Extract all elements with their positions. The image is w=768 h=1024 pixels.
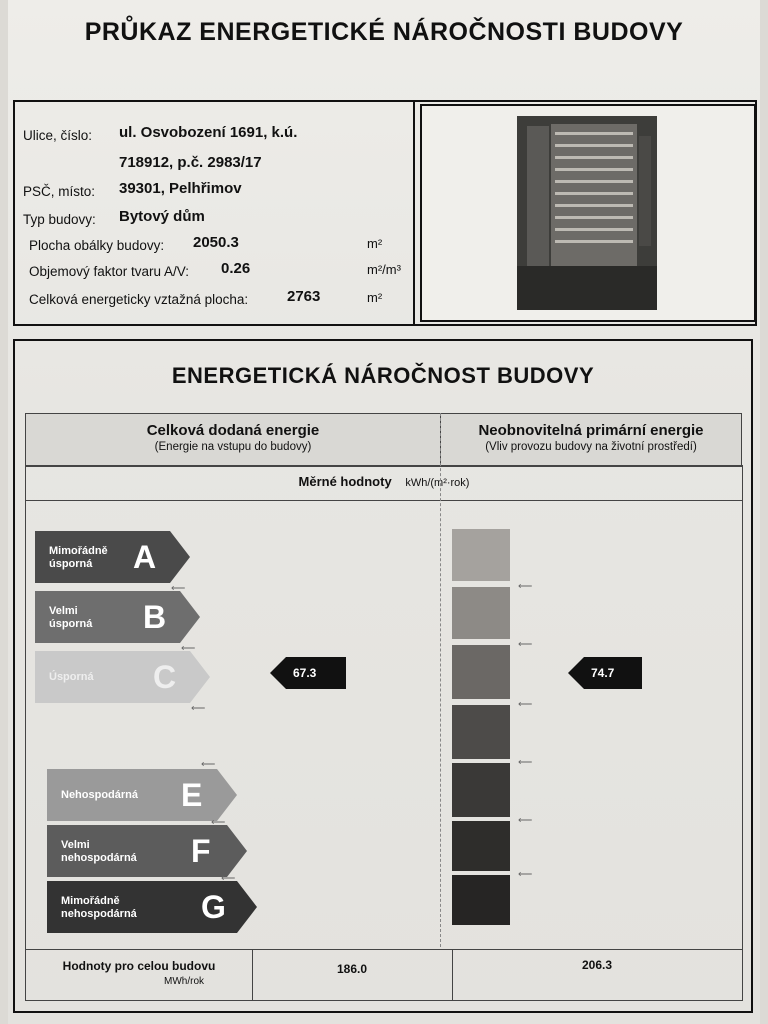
scale-tick: ⟵ bbox=[191, 703, 206, 714]
floor-value: 2763 bbox=[287, 288, 321, 305]
specific-values-row bbox=[25, 465, 743, 501]
class-f-name-1: Velmi bbox=[61, 839, 90, 851]
volume-label: Objemový faktor tvaru A/V: bbox=[29, 264, 190, 279]
street-value-line2: 718912, p.č. 2983/17 bbox=[119, 154, 262, 171]
primary-bar-e bbox=[452, 763, 510, 817]
scale-tick: ⟵ bbox=[181, 643, 196, 654]
col-delivered-title: Celková dodaná energie bbox=[146, 422, 320, 439]
primary-bar-g bbox=[452, 875, 510, 925]
whole-building-label-cell bbox=[26, 950, 253, 1000]
delivered-total-cell bbox=[252, 950, 453, 1000]
building-details bbox=[15, 102, 415, 324]
delivered-energy-value: 67.3 bbox=[293, 666, 317, 680]
class-b-name-2: úsporná bbox=[49, 618, 93, 630]
psc-value: 39301, Pelhřimov bbox=[119, 180, 242, 197]
specific-values-unit: kWh/(m²·rok) bbox=[405, 477, 470, 489]
class-c-letter: C bbox=[153, 659, 177, 695]
class-b-letter: B bbox=[143, 599, 167, 635]
class-c bbox=[41, 653, 211, 705]
class-b bbox=[41, 593, 201, 645]
column-divider bbox=[440, 413, 441, 947]
scale-tick: ⟵ bbox=[518, 639, 533, 650]
class-e-letter: E bbox=[181, 777, 203, 813]
scale-tick: ⟵ bbox=[518, 581, 533, 592]
scale-tick: ⟵ bbox=[518, 757, 533, 768]
specific-values-label: Měrné hodnoty bbox=[298, 474, 392, 489]
building-photo-frame bbox=[420, 104, 756, 322]
col-primary-subtitle: (Vliv provozu budovy na životní prostředí) bbox=[485, 441, 697, 453]
col-delivered-subtitle: (Energie na vstupu do budovy) bbox=[154, 441, 312, 453]
class-g bbox=[53, 883, 263, 935]
class-g-letter: G bbox=[201, 889, 226, 925]
document-title: PRŮKAZ ENERGETICKÉ NÁROČNOSTI BUDOVY bbox=[84, 18, 684, 46]
floor-unit: m² bbox=[367, 290, 383, 305]
class-g-name-2: nehospodárná bbox=[61, 908, 137, 920]
primary-bar-d bbox=[452, 705, 510, 759]
class-e bbox=[53, 771, 243, 823]
whole-building-label: Hodnoty pro celou budovu bbox=[62, 959, 216, 973]
type-label: Typ budovy: bbox=[23, 212, 96, 227]
scale-tick: ⟵ bbox=[221, 873, 236, 884]
energy-rating-box bbox=[13, 339, 753, 1013]
building-info-box bbox=[13, 100, 757, 326]
whole-building-row bbox=[25, 949, 743, 1001]
primary-total: 206.3 bbox=[581, 958, 613, 972]
class-a bbox=[41, 533, 191, 585]
class-a-name-2: úsporná bbox=[49, 558, 93, 570]
primary-bar-f bbox=[452, 821, 510, 871]
section-title: ENERGETICKÁ NÁROČNOST BUDOVY bbox=[171, 363, 595, 388]
scale-tick: ⟵ bbox=[518, 815, 533, 826]
volume-unit: m²/m³ bbox=[367, 262, 401, 277]
volume-value: 0.26 bbox=[221, 260, 251, 277]
class-f-letter: F bbox=[191, 833, 211, 869]
scale-tick: ⟵ bbox=[211, 817, 226, 828]
delivered-total: 186.0 bbox=[336, 962, 368, 976]
class-a-letter: A bbox=[133, 539, 157, 575]
col-delivered-header bbox=[25, 413, 441, 467]
primary-energy-value: 74.7 bbox=[591, 666, 615, 680]
primary-total-cell bbox=[452, 950, 742, 1000]
class-f-name-2: nehospodárná bbox=[61, 852, 137, 864]
building-photo bbox=[517, 116, 657, 310]
class-f bbox=[53, 827, 253, 879]
class-c-name: Úsporná bbox=[49, 671, 94, 683]
primary-bar-a bbox=[452, 529, 510, 581]
primary-bar-b bbox=[452, 587, 510, 639]
scale-tick: ⟵ bbox=[518, 699, 533, 710]
scale-tick: ⟵ bbox=[171, 583, 186, 594]
col-primary-header bbox=[440, 413, 742, 467]
scale-tick: ⟵ bbox=[518, 869, 533, 880]
area-label: Plocha obálky budovy: bbox=[29, 238, 165, 253]
class-a-name-1: Mimořádně bbox=[49, 545, 108, 557]
psc-label: PSČ, místo: bbox=[23, 184, 96, 199]
type-value: Bytový dům bbox=[119, 208, 205, 225]
floor-label: Celková energeticky vztažná plocha: bbox=[29, 292, 249, 307]
street-label: Ulice, číslo: bbox=[23, 128, 93, 143]
area-unit: m² bbox=[367, 236, 383, 251]
area-value: 2050.3 bbox=[193, 234, 239, 251]
scale-tick: ⟵ bbox=[201, 759, 216, 770]
primary-bar-c bbox=[452, 645, 510, 699]
class-b-name-1: Velmi bbox=[49, 605, 78, 617]
street-value-line1: ul. Osvobození 1691, k.ú. bbox=[119, 124, 298, 141]
whole-building-unit: MWh/rok bbox=[164, 976, 204, 987]
col-primary-title: Neobnovitelná primární energie bbox=[478, 422, 704, 439]
class-e-name: Nehospodárná bbox=[61, 789, 139, 801]
class-g-name-1: Mimořádně bbox=[61, 895, 120, 907]
